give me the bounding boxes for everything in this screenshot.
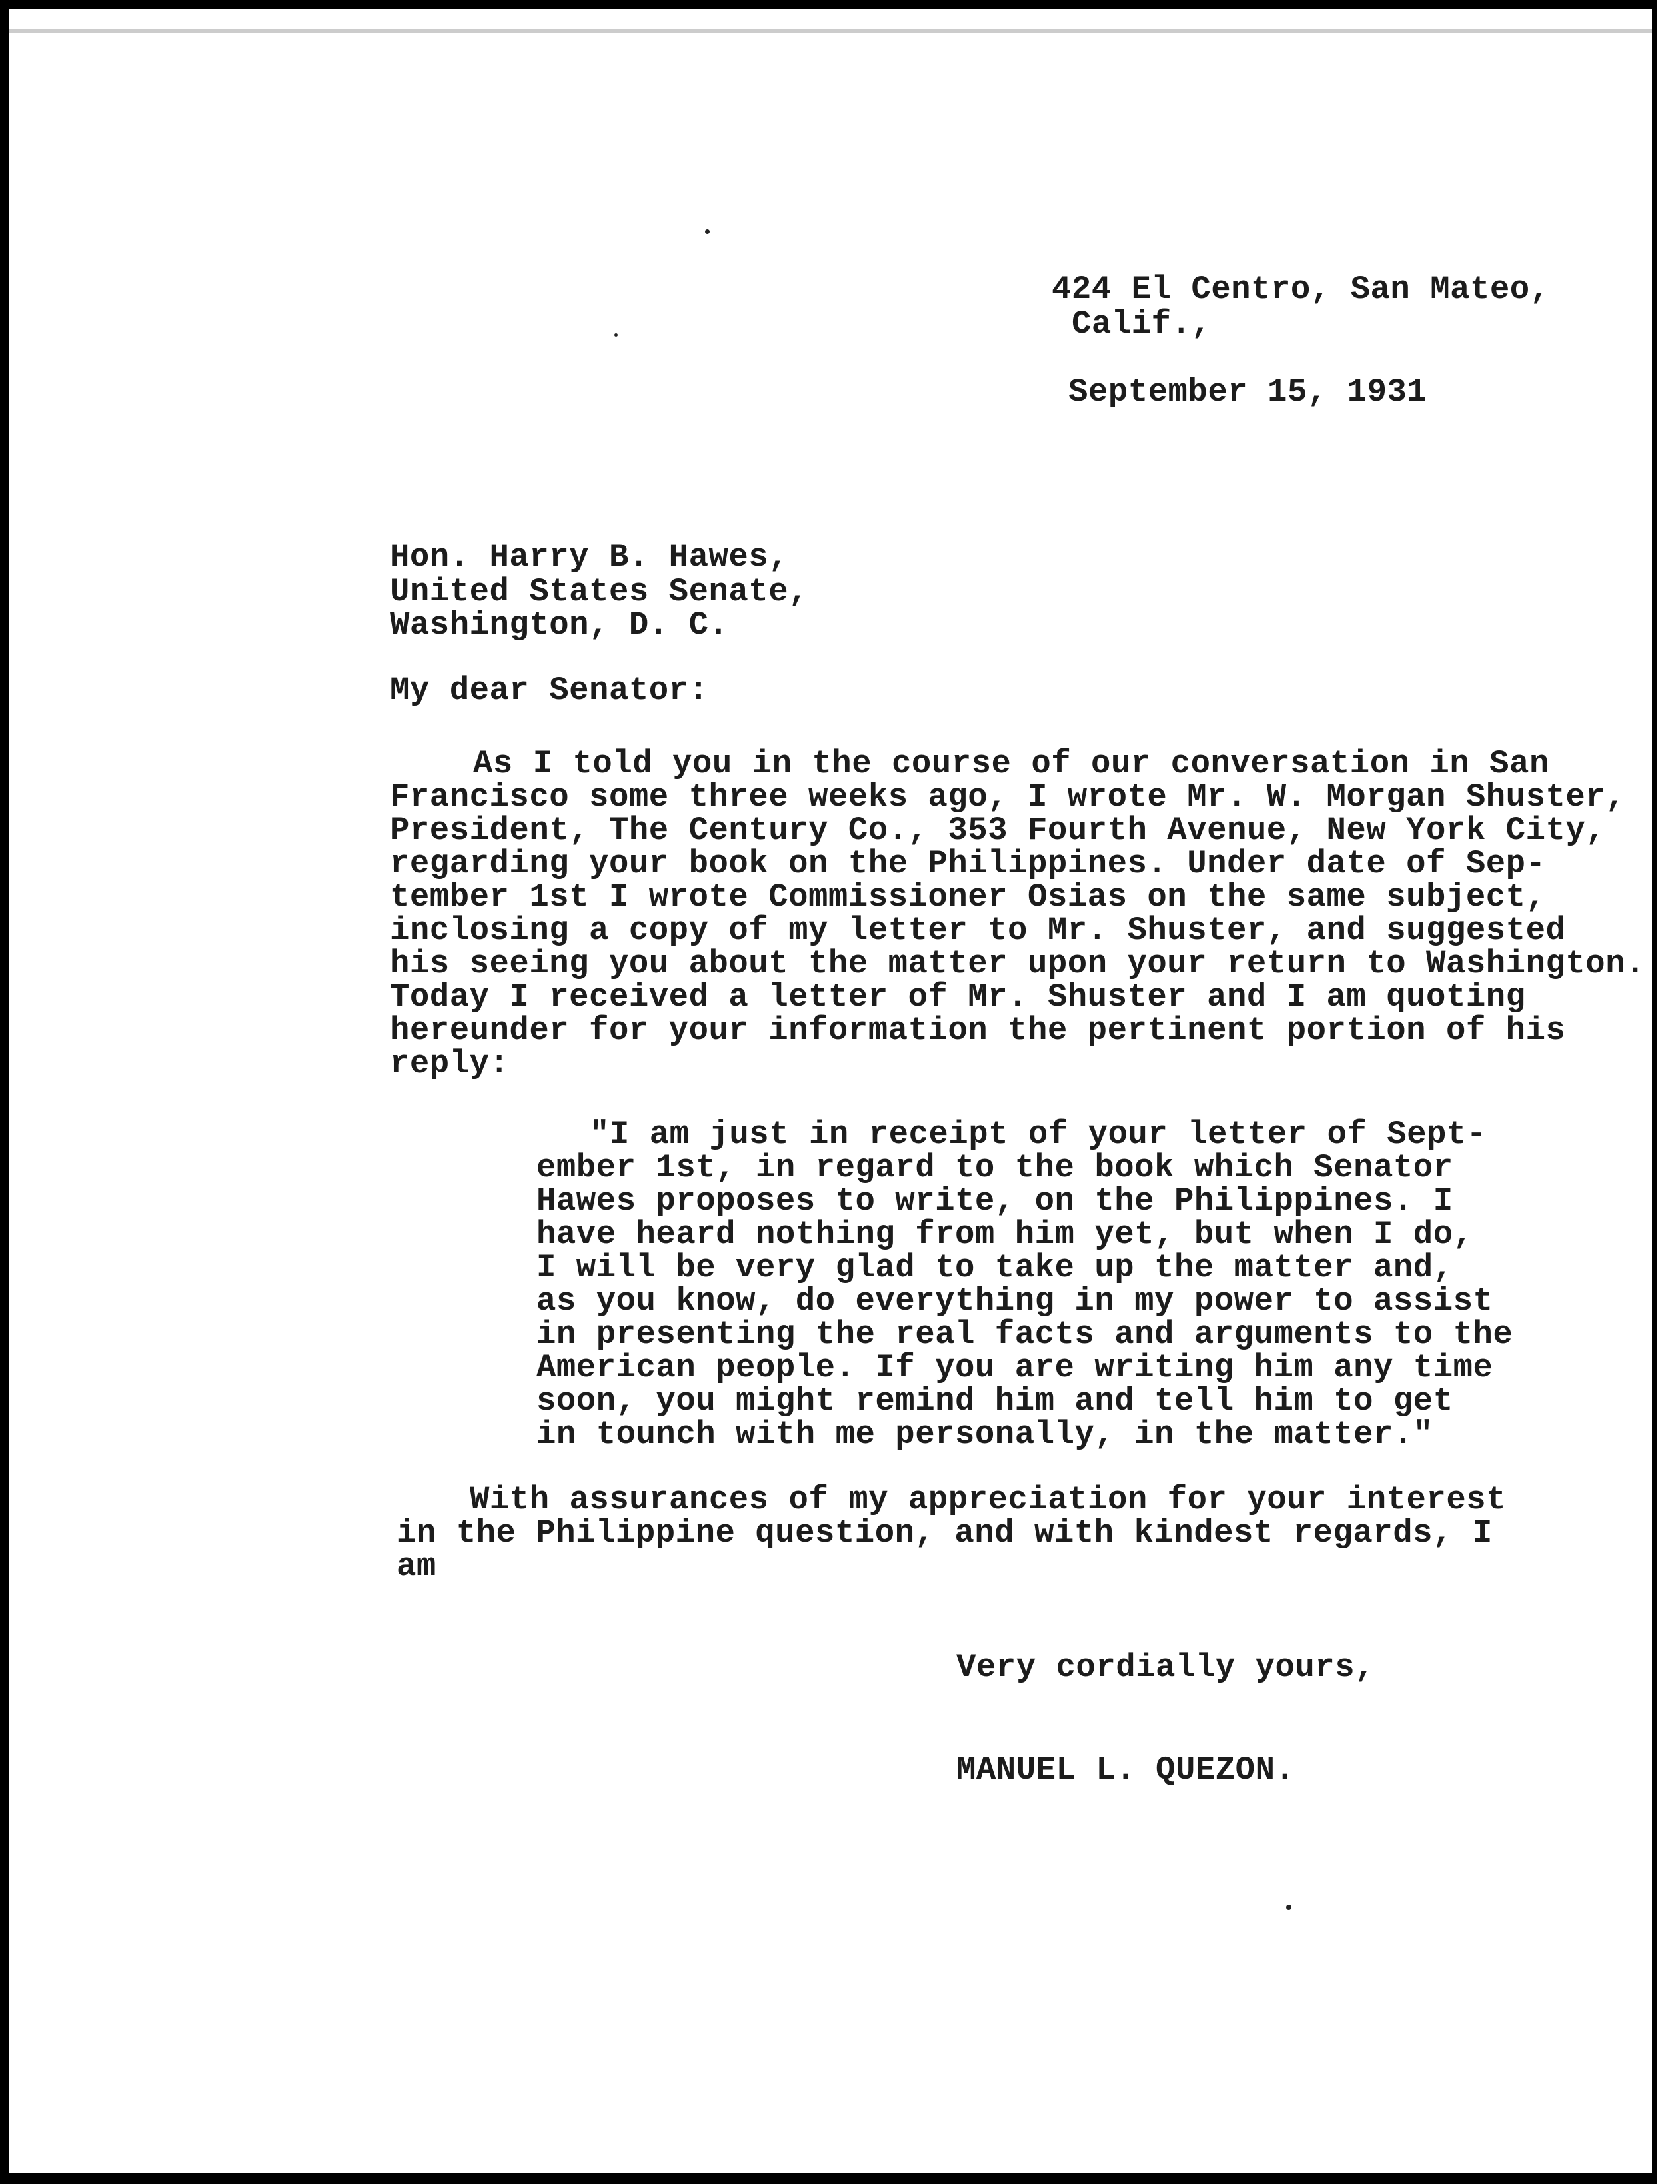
stray-mark: [1286, 1905, 1291, 1910]
stray-mark: [705, 229, 710, 234]
recipient-line: United States Senate,: [390, 573, 809, 610]
recipient-line: Washington, D. C.: [390, 606, 729, 644]
quote-line: in tounch with me personally, in the matter.": [536, 1416, 1433, 1453]
recipient-line: Hon. Harry B. Hawes,: [390, 539, 789, 576]
quote-line: American people. If you are writing him any time: [536, 1349, 1493, 1386]
letter-date: September 15, 1931: [1068, 373, 1427, 411]
body-line: his seeing you about the matter upon your return to Washington.: [390, 945, 1646, 982]
body-line: President, The Century Co., 353 Fourth Avenue, New York City,: [390, 812, 1606, 849]
closing-paragraph-line: in the Philippine question, and with kindest regards, I: [397, 1514, 1493, 1552]
letter-page: [9, 9, 1652, 2173]
quote-line: "I am just in receipt of your letter of Sept-: [590, 1116, 1487, 1153]
page-top-edge: [9, 29, 1652, 33]
body-line: reply:: [390, 1045, 510, 1082]
body-line: regarding your book on the Philippines. Under date of Sep-: [390, 845, 1546, 882]
sender-address-line: Calif.,: [1072, 305, 1212, 343]
quote-line: ember 1st, in regard to the book which Senator: [536, 1149, 1453, 1186]
body-line: Francisco some three weeks ago, I wrote Mr. W. Morgan Shuster,: [390, 778, 1626, 816]
stray-mark: [614, 333, 618, 337]
body-line: tember 1st I wrote Commissioner Osias on the same subject,: [390, 878, 1546, 916]
body-line: As I told you in the course of our conversation in San: [473, 745, 1549, 782]
quote-line: have heard nothing from him yet, but when I do,: [536, 1216, 1473, 1253]
salutation: My dear Senator:: [390, 672, 709, 709]
body-line: inclosing a copy of my letter to Mr. Shuster, and suggested: [390, 912, 1566, 949]
body-line: Today I received a letter of Mr. Shuster and I am quoting: [390, 978, 1526, 1016]
quote-line: I will be very glad to take up the matter and,: [536, 1249, 1453, 1286]
quote-line: Hawes proposes to write, on the Philippines. I: [536, 1182, 1453, 1220]
quote-line: soon, you might remind him and tell him to get: [536, 1382, 1453, 1420]
signature-name: MANUEL L. QUEZON.: [956, 1751, 1295, 1789]
quote-line: in presenting the real facts and arguments to the: [536, 1316, 1513, 1353]
sender-address-line: 424 El Centro, San Mateo,: [1052, 271, 1550, 308]
quote-line: as you know, do everything in my power to assist: [536, 1282, 1493, 1320]
page-right-edge: [1655, 0, 1680, 2184]
complimentary-close: Very cordially yours,: [956, 1649, 1375, 1686]
closing-paragraph-line: With assurances of my appreciation for your interest: [470, 1481, 1507, 1518]
body-line: hereunder for your information the pertinent portion of his: [390, 1012, 1566, 1049]
closing-paragraph-line: am: [397, 1548, 436, 1585]
